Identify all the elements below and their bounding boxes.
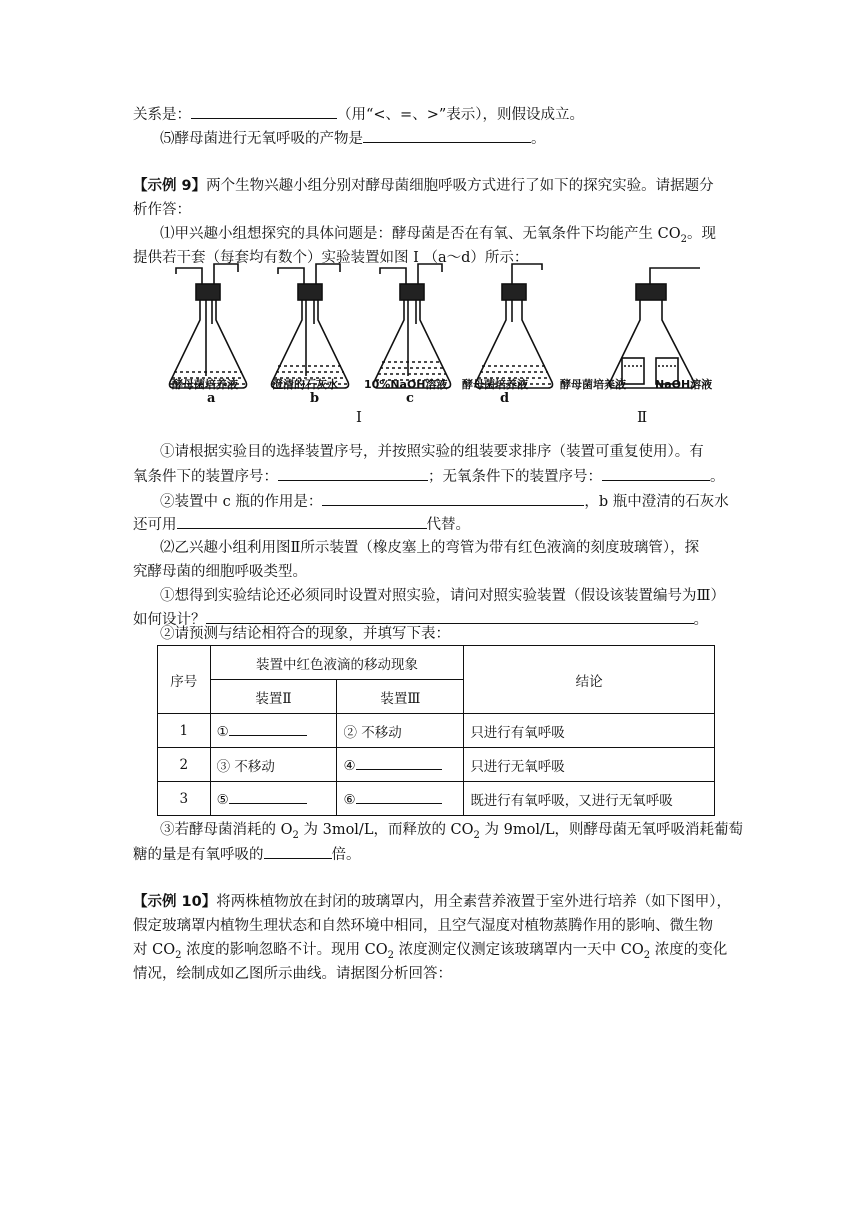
text-line: ②装置中 c 瓶的作用是： ，b 瓶中澄清的石灰水 [160,491,729,512]
table-row: 3 ⑤ ⑥ 既进行有氧呼吸，又进行无氧呼吸 [158,782,715,816]
answer-blank[interactable] [363,128,531,143]
table-row: 2 ③ 不移动 ④ 只进行无氧呼吸 [158,748,715,782]
figure-letter: a [207,391,216,406]
text-line: 还可用 代替。 [133,514,470,535]
text: ⑸酵母菌进行无氧呼吸的产物是 [160,131,363,147]
answer-blank[interactable] [191,104,337,119]
flask-d-icon [476,264,553,388]
text-line: 情况，绘制成如乙图所示曲线。请据图分析回答： [133,966,452,982]
table-header: 装置Ⅱ [210,680,337,714]
result-table [157,645,715,816]
text-line: 假定玻璃罩内植物生理状态和自然环境中相同，且空气湿度对植物蒸腾作用的影响、微生物 [133,918,713,934]
figure-roman-label: Ⅰ [356,408,362,426]
text-line: ②请预测与结论相符合的现象，并填写下表： [160,626,450,642]
answer-blank[interactable] [229,789,307,804]
answer-blank[interactable] [356,755,442,770]
answer-blank[interactable] [229,721,307,736]
figure-label: NaOH溶液 [655,378,713,391]
table-row: 1 ① ② 不移动 只进行有氧呼吸 [158,714,715,748]
text-line: ①请根据实验目的选择装置序号，并按照实验的组装要求排序（装置可重复使用）。有 [160,444,704,460]
table-header: 序号 [158,646,211,714]
text-line: 如何设计？ 。 [133,609,708,630]
text: 。 [531,131,546,147]
text-line: ③若酵母菌消耗的 $O_2$ 为 3mol/L，而释放的 $CO_2$ 为 9mol/L，则酵母菌无氧呼吸消耗葡萄 [160,822,743,841]
text: 两个生物兴趣小组分别对酵母菌细胞呼吸方式进行了如下的探究实验。请据题分 [206,178,714,194]
text: 关系是： [133,107,191,123]
table-header: 装置中红色液滴的移动现象 [210,646,464,680]
figure-letter: b [310,391,320,406]
text-line: 糖的量是有氧呼吸的 倍。 [133,844,361,865]
answer-blank[interactable] [602,466,710,481]
text-line: 究酵母菌的细胞呼吸类型。 [133,564,307,580]
text-line: ⑴甲兴趣小组想探究的具体问题是：酵母菌是否在有氧、无氧条件下均能产生 $CO_2$。现 [160,226,716,245]
text-line-q5 [160,128,546,149]
figure-label: 澄清的石灰水 [272,378,338,391]
answer-blank[interactable] [356,789,442,804]
figure-label: 酵母菌培养液 [172,378,238,391]
figure-letter: c [406,391,414,406]
flask-b-icon [272,264,349,388]
answer-blank[interactable] [177,514,427,529]
text-line: 提供若干套（每套均有数个）实验装置如图 I （a～d）所示： [133,250,529,266]
table-header: 结论 [464,646,715,714]
text-line: 氧条件下的装置序号： ；无氧条件下的装置序号： 。 [133,466,725,487]
example-9-heading [133,176,714,196]
answer-blank[interactable] [322,491,584,506]
figure-label: 10%NaOH溶液 [364,378,448,391]
example-tag: 【示例 9】 [133,178,207,194]
answer-blank[interactable] [278,466,428,481]
flask-a-icon [170,264,247,388]
text-line-relation [133,104,584,125]
figure-letter: d [500,391,510,406]
text-line: ①想得到实验结论还必须同时设置对照实验，请问对照实验装置（假设该装置编号为Ⅲ） [160,588,725,604]
text-line: 对 $CO_2$ 浓度的影响忽略不计。现用 $CO_2$ 浓度测定仪测定该玻璃罩内一天中 $CO_2$ 浓度的变化 [133,942,728,961]
answer-blank[interactable] [206,609,694,624]
figure-label: 酵母菌培养液 [560,378,626,391]
text-line: 析作答： [133,202,191,218]
example-10-heading: 【示例 10】将两株植物放在封闭的玻璃罩内，用全素营养液置于室外进行培养（如下图甲）， [133,894,731,910]
figure-label: 酵母菌培养液 [462,378,528,391]
answer-blank[interactable] [264,844,332,859]
text-line: ⑵乙兴趣小组利用图Ⅱ所示装置（橡皮塞上的弯管为带有红色液滴的刻度玻璃管），探 [160,540,700,556]
example-tag: 【示例 10】 [133,894,217,910]
figure-roman-label: Ⅱ [637,408,648,426]
flask-c-icon [374,264,451,388]
text: （用“<、=、>”表示），则假设成立。 [337,107,585,123]
table-header: 装置Ⅲ [337,680,464,714]
flask-ii-icon [610,268,701,388]
